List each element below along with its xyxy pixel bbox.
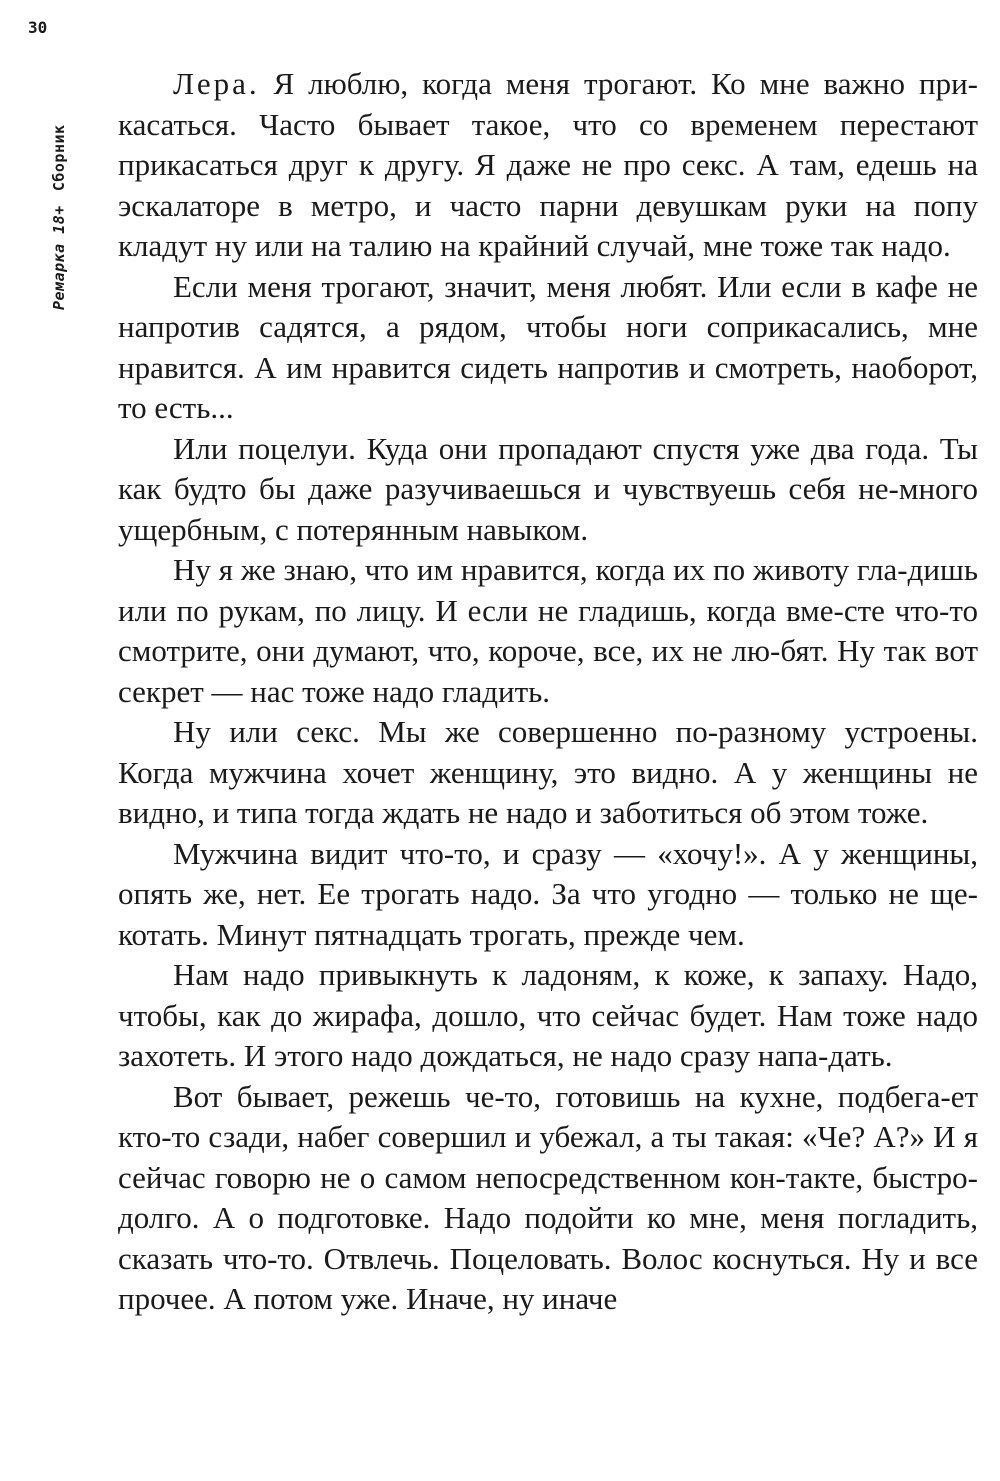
paragraph (118, 64, 978, 267)
paragraph: Ну или секс. Мы же совершенно по-разному устроены. Когда мужчина хочет женщину, это видно. А у женщины не видно, и типа тогда ждать не надо и заботиться об этом тоже. (118, 714, 978, 830)
body-text (118, 64, 978, 1320)
paragraph: Ну я же знаю, что им нравится, когда их по животу гла-дишь или по рукам, по лицу. И если не гладишь, когда вме-сте что-то смотрите, они думают, что, короче, все, их не лю-бят. Ну так вот секрет — нас тоже надо гладить. (118, 552, 978, 709)
paragraph: Или поцелуи. Куда они пропадают спустя уже два года. Ты как будто бы даже разучиваешься и чувствуешь себя не-много ущербным, с потерянным навыком. (118, 430, 978, 547)
paragraph: Нам надо привыкнуть к ладоням, к коже, к запаху. Надо, чтобы, как до жирафа, дошло, что сейчас будет. Нам тоже надо захотеть. И этого надо дождаться, не надо сразу напа-дать. (118, 957, 978, 1073)
paragraph: Мужчина видит что-то, и сразу — «хочу!». А у женщины, опять же, нет. Ее трогать надо. За что угодно — только не ще-котать. Минут пятнадцать трогать, прежде чем. (118, 835, 978, 952)
paragraph: Вот бывает, режешь че-то, готовишь на кухне, подбега-ет кто-то сзади, набег совершил и убежал, а ты такая: «Че? А?» И я сейчас говорю не о самом непосредственном кон-такте, быстро-долго. А о подготовке. Надо подойти ко мне, меня погладить, сказать что-то. Отвлечь. Поцеловать. Волос коснуться. Ну и все прочее. А потом уже. Иначе, ну иначе (118, 1078, 978, 1316)
paragraph-text: Я люблю, когда меня трогают. Ко мне важно при-касаться. Часто бывает такое, что со временем перестают прикасаться друг к другу. Я даже не про секс. А там, едешь на эскалаторе в метро, и часто парни девушкам руки на попу кладут ну или на талию на крайний случай, мне тоже так надо. (118, 66, 978, 263)
page-number: 30 (28, 18, 48, 37)
running-head-collection: Сборник (50, 124, 68, 192)
speaker-name: Лера. (173, 66, 260, 101)
running-head-series: Ремарка 18+ (50, 205, 68, 310)
paragraph: Если меня трогают, значит, меня любят. Или если в кафе не напротив садятся, а рядом, чтобы ноги соприкасались, мне нравится. А им нравится сидеть напротив и смотреть, наоборот, то есть... (118, 268, 978, 425)
running-head (50, 124, 69, 310)
